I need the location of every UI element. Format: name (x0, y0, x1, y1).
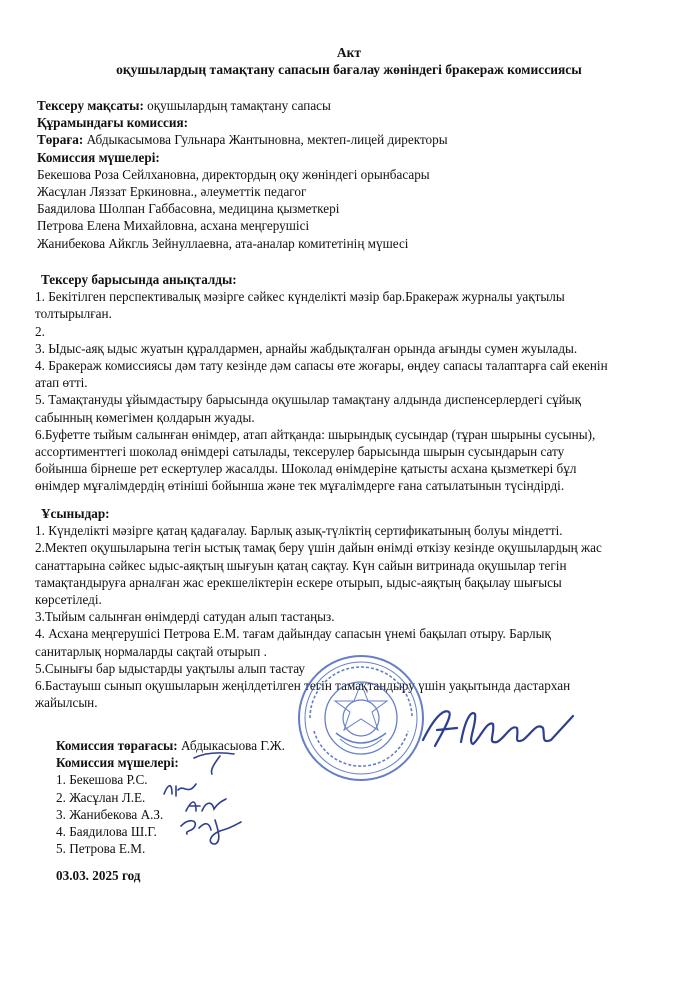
finding-item: 1. Бекітілген перспективалық мәзірге сәйкес күнделікті мәзір бар.Бракераж журналы уақтылы (35, 289, 565, 305)
recommendation-item: 3.Тыйым салынған өнімдерді сатудан алып тастаңыз. (35, 609, 335, 625)
recommendation-item: санитарлық нормаларды сақтай отырып . (35, 643, 267, 659)
purpose-value: оқушылардың тамақтану сапасы (143, 98, 331, 113)
signature-chair-value: Абдыкасыова Г.Ж. (177, 738, 285, 753)
recommendation-item: тамақтандыруға арналған жас ерекшеліктерін ескере отырып, ыдыс-аяқтың бақылау шығысы (35, 574, 562, 590)
members-label: Комиссия мүшелері: (37, 149, 160, 165)
intro-block (37, 97, 448, 252)
signature-chair-line (56, 737, 285, 754)
member-line: Жанибекова Айкгль Зейнуллаевна, ата-аналар комитетінің мүшесі (37, 235, 409, 251)
finding-item: атап өтті. (35, 375, 88, 391)
member-signature (190, 748, 240, 776)
signature-chair-label: Комиссия төрағасы: (56, 738, 178, 753)
recommendation-item: 4. Асхана меңгерушісі Петрова Е.М. тағам дайындау сапасын үнемі бақылап отыру. Барлық (35, 626, 551, 642)
signature-member: 3. Жанибекова А.З. (56, 806, 164, 822)
signature-member: 2. Жасұлан Л.Е. (56, 789, 146, 805)
composition-label: Құрамындағы комиссия: (37, 115, 188, 131)
chair-value: Абдыкасымова Гульнара Жантыновна, мектеп-лицей директоры (83, 132, 448, 148)
signature-member: 5. Петрова Е.М. (56, 841, 146, 857)
document-title: Акт (336, 45, 362, 60)
member-line: Баядилова Шолпан Габбасовна, медицина қызметкері (37, 201, 340, 217)
signature-member: 4. Баядилова Ш.Г. (56, 824, 157, 840)
finding-item: толтырылған. (35, 306, 112, 322)
recommendation-item: жайылсын. (35, 695, 98, 711)
finding-item: 6.Буфетте тыйым салынған өнімдер, атап айтқанда: шырындық сусындар (тұран шырыны сусыны), (35, 426, 596, 442)
official-seal (296, 653, 426, 783)
recommendation-item: 5.Сынығы бар ыдыстарды уақтылы алып тастау (35, 660, 305, 676)
signature-members-label: Комиссия мүшелері: (56, 755, 179, 771)
recommendation-item: 6.Бастауыш сынып оқушыларын жеңілдетілген тегін тамақтандыру үшін уақытында дастархан (35, 678, 571, 694)
finding-item: 2. (35, 323, 45, 339)
signature-member: 1. Бекешова Р.С. (56, 772, 148, 788)
recommendation-item: көрсетіледі. (35, 592, 102, 608)
findings-block (35, 271, 608, 495)
findings-heading: Тексеру барысында анықталды: (41, 272, 237, 287)
finding-item: 4. Бракераж комиссиясы дәм тату кезінде дәм сапасы өте жоғары, өңдеу сапасы талаптарға сай екенін (35, 358, 608, 374)
purpose-line (37, 97, 448, 114)
finding-item: 5. Тамақтануды ұйымдастыру барысында оқушылар тамақтану алдында диспенсерлердегі сұйық (35, 392, 582, 408)
purpose-label: Тексеру мақсаты: (37, 98, 144, 113)
document-date: 03.03. 2025 год (56, 868, 141, 883)
finding-item: сабынның көмегімен қолдарын жуады. (35, 409, 255, 425)
document-subtitle: оқушылардың тамақтану сапасын бағалау жөніндегі бракераж комиссиясы (116, 62, 582, 77)
finding-item: бойынша бірнеше рет ескертулер жасалды. Шоколад өнімдеріне қатысты асхана қызметкері бұл (35, 461, 577, 477)
finding-item: 3. Ыдыс-аяқ ыдыс жуатын құралдармен, арнайы жабдықталған орында ағынды сумен жуылады. (35, 340, 578, 356)
member-signature (175, 812, 245, 848)
chair-line (37, 131, 448, 148)
member-line: Жасұлан Ляззат Еркиновна., әлеуметтік педагог (37, 184, 307, 200)
recommendation-item: 1. Күнделікті мәзірге қатаң қадағалау. Барлық азық-түліктің сертификатының болуы міндетті. (35, 523, 563, 539)
chair-label: Төраға: (37, 132, 84, 148)
recommendation-item: 2.Мектеп оқушыларына тегін ыстық тамақ беру үшін дайын өнімді өткізу кезінде оқушылардың жас (35, 540, 602, 556)
member-line: Петрова Елена Михайловна, асхана меңгерушісі (37, 218, 310, 234)
chair-signature (415, 690, 580, 760)
recommendations-heading: Ұсыныдар: (41, 506, 110, 521)
member-line: Бекешова Роза Сейлхановна, директордың оқу жөніндегі орынбасары (37, 166, 430, 182)
finding-item: ассортименттегі шоколад өнімдері сатылады, тексерулер барысында шырын сусындарын сату (35, 444, 565, 460)
recommendation-item: санаттарына сәйкес ыдыс-аяқтың шығуын қатаң сақтау. Күн сайын витринада оқушылар тегін (35, 557, 567, 573)
finding-item: өнімдер мұғалімдердің өтініші бойынша және тек мұғалімдерге ғана сатылатынын түсіндірді. (35, 478, 565, 494)
